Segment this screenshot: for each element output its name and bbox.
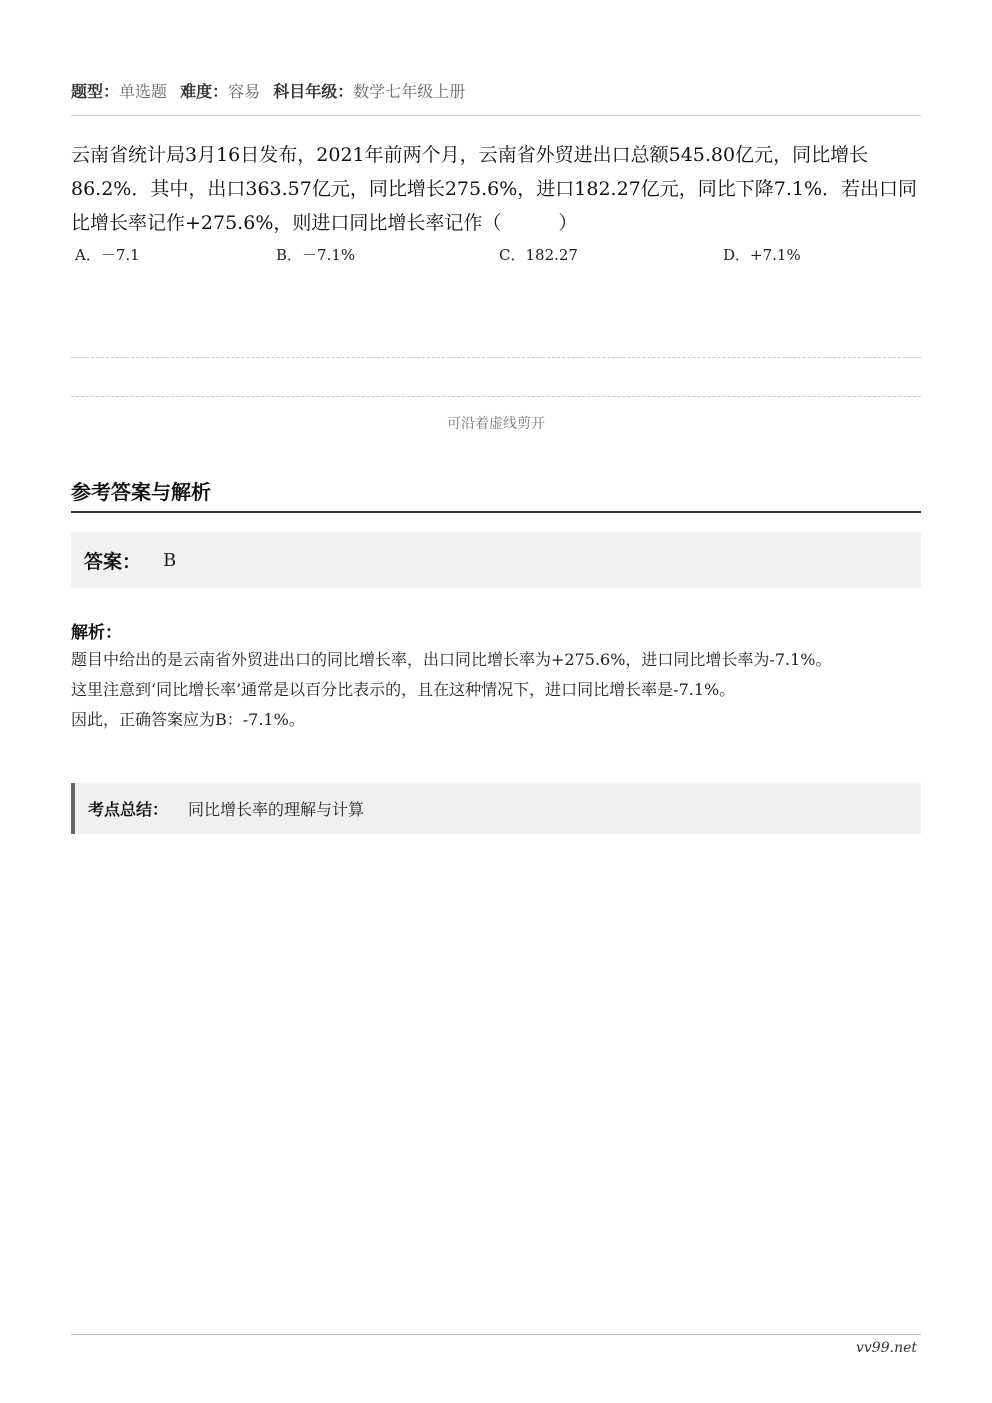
answer-value: B bbox=[163, 549, 177, 571]
key-point-value: 同比增长率的理解与计算 bbox=[188, 800, 365, 819]
dashed-separator-1 bbox=[71, 357, 921, 358]
option-d[interactable]: D．+7.1% bbox=[723, 246, 801, 264]
footer-divider bbox=[71, 1334, 921, 1335]
key-point-box bbox=[71, 783, 921, 834]
type-label: 题型： bbox=[71, 82, 120, 101]
options-row bbox=[75, 244, 925, 266]
answer-label: 答案： bbox=[84, 550, 142, 573]
footer-site[interactable]: vv99.net bbox=[855, 1340, 917, 1356]
question-text: 云南省统计局3月16日发布，2021年前两个月，云南省外贸进出口总额545.80亿元，同比增长86.2%．其中，出口363.57亿元，同比增长275.6%，进口182.27亿元，同比下降7.1%．若出口同比增长率记作+275.6%，则进口同比增长率记作（ ） bbox=[71, 144, 918, 234]
option-b[interactable]: B．－7.1% bbox=[276, 246, 356, 264]
analysis-body bbox=[71, 645, 931, 735]
question-meta bbox=[71, 79, 921, 102]
answer-section-title: 参考答案与解析 bbox=[71, 480, 211, 504]
analysis-line: 因此，正确答案应为B：-7.1%。 bbox=[71, 710, 305, 729]
answer-box bbox=[71, 532, 921, 588]
subject-label: 科目年级： bbox=[273, 82, 354, 101]
cut-hint: 可沿着虚线剪开 bbox=[447, 416, 545, 432]
difficulty-label: 难度： bbox=[180, 82, 229, 101]
analysis-label: 解析： bbox=[71, 623, 122, 643]
option-c[interactable]: C．182.27 bbox=[499, 246, 578, 264]
subject-value: 数学七年级上册 bbox=[353, 82, 466, 101]
key-point-label: 考点总结： bbox=[88, 800, 169, 819]
option-a[interactable]: A．－7.1 bbox=[75, 246, 140, 264]
difficulty-value: 容易 bbox=[228, 82, 261, 101]
header-divider bbox=[71, 115, 921, 116]
type-value: 单选题 bbox=[119, 82, 168, 101]
analysis-line: 题目中给出的是云南省外贸进出口的同比增长率，出口同比增长率为+275.6%，进口同比增长率为-7.1%。 bbox=[71, 650, 832, 669]
dashed-separator-2 bbox=[71, 396, 921, 397]
analysis-line: 这里注意到‘同比增长率’通常是以百分比表示的，且在这种情况下，进口同比增长率是-7.1%。 bbox=[71, 680, 736, 699]
section-divider bbox=[71, 511, 921, 513]
